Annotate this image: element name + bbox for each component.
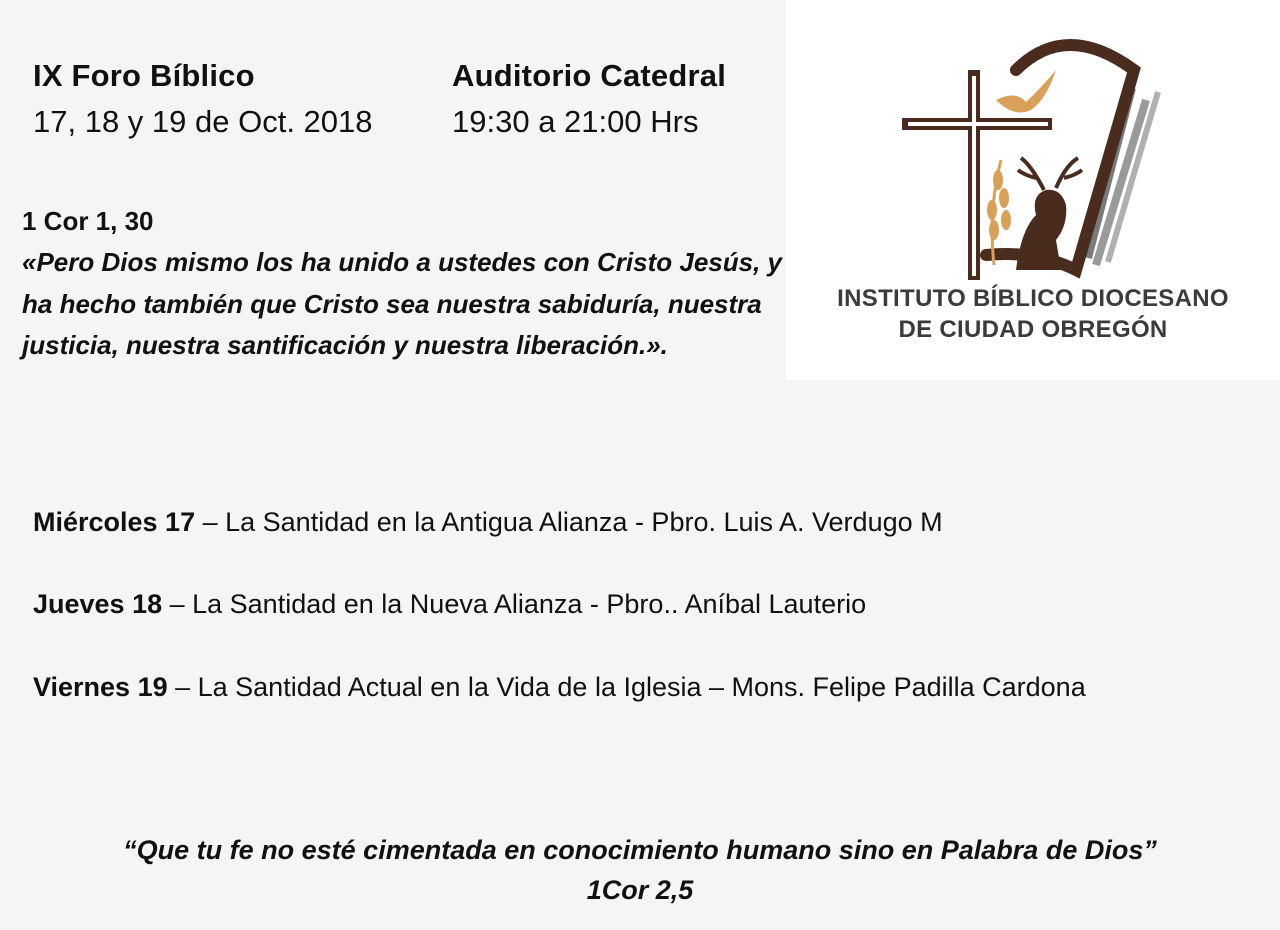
institute-logo (786, 0, 1280, 380)
program-item (33, 589, 866, 620)
cross-bible-dove-deer-wheat-icon (896, 30, 1176, 280)
closing-reference: 1Cor 2,5 (586, 875, 694, 905)
verse-text: «Pero Dios mismo los ha unido a ustedes con Cristo Jesús, y ha hecho también que Cristo sea nuestra sabiduría, nuestra justicia, nuestra santificación y nuestra liberación.». (22, 247, 782, 360)
program-item (33, 672, 1086, 703)
program-day: Jueves 18 (33, 589, 163, 619)
event-title: IX Foro Bíblico (33, 58, 255, 93)
event-venue: Auditorio Catedral (452, 58, 727, 93)
program-detail: – La Santidad Actual en la Vida de la Iglesia – Mons. Felipe Padilla Cardona (167, 672, 1086, 702)
event-dates: 17, 18 y 19 de Oct. 2018 (33, 104, 373, 139)
logo-line-1: INSTITUTO BÍBLICO DIOCESANO (837, 285, 1229, 312)
program-item (33, 507, 943, 538)
logo-line-2: DE CIUDAD OBREGÓN (898, 316, 1168, 343)
closing-quote: “Que tu fe no esté cimentada en conocimiento humano sino en Palabra de Dios” (123, 835, 1157, 865)
program-day: Miércoles 17 (33, 507, 196, 537)
program-detail: – La Santidad en la Nueva Alianza - Pbro.. Aníbal Lauterio (162, 589, 867, 619)
program-detail: – La Santidad en la Antigua Alianza - Pbro. Luis A. Verdugo M (195, 507, 943, 537)
verse-reference: 1 Cor 1, 30 (22, 206, 154, 236)
event-hours: 19:30 a 21:00 Hrs (452, 104, 699, 139)
program-day: Viernes 19 (33, 672, 168, 702)
